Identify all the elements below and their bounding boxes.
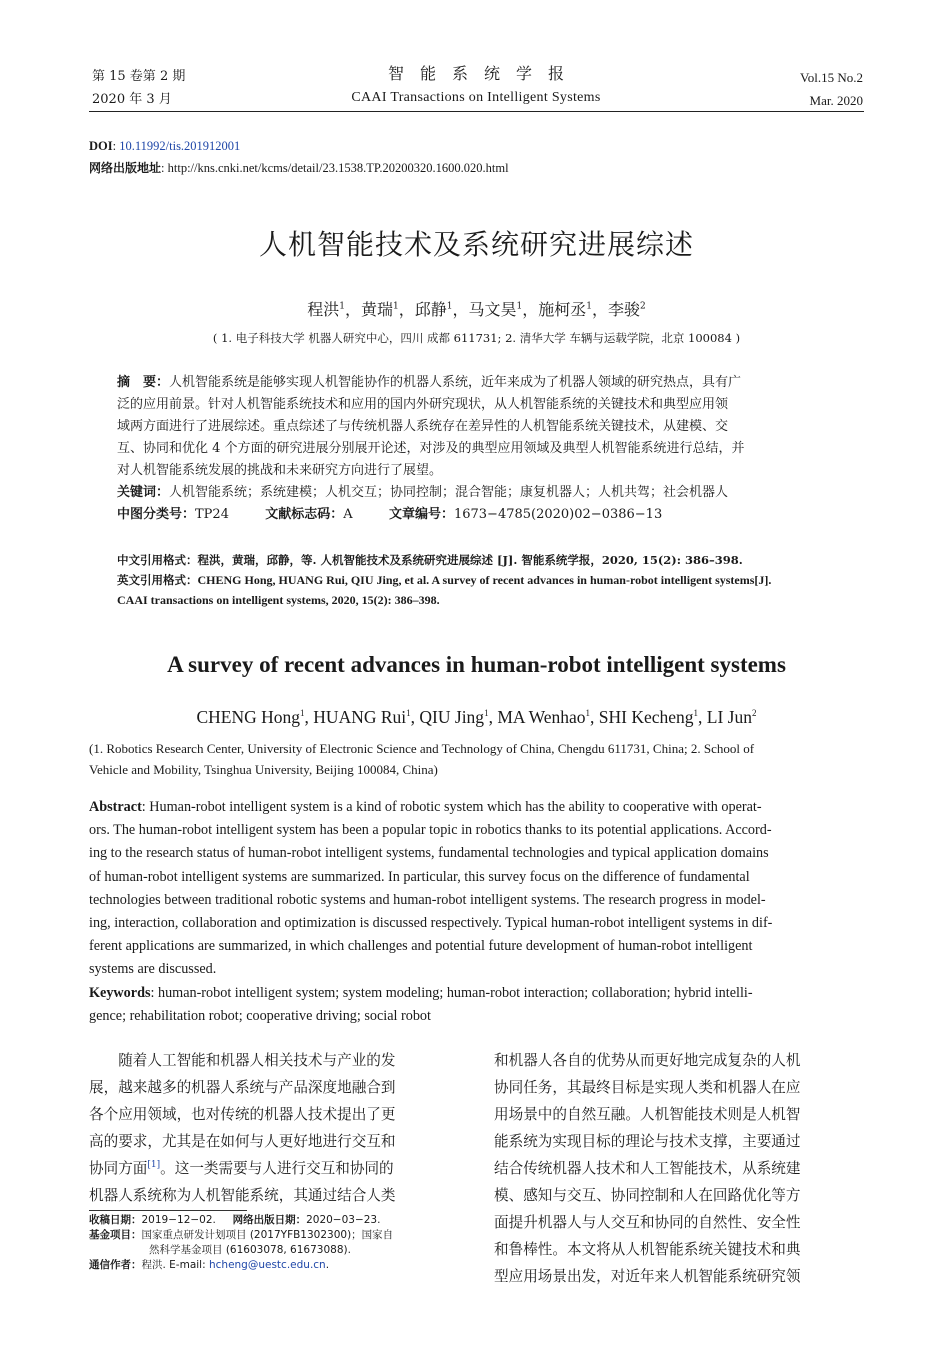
header-volume-cn: 第 15 卷第 2 期 — [92, 69, 186, 84]
abstract-en-line: ors. The human-robot intelligent system has been a popular topic in robotics thanks to its potential applications. Accord- — [89, 822, 772, 839]
author-name: 程洪 — [307, 300, 340, 319]
author-affil-sup: 1 — [484, 708, 489, 719]
cite-en-line2: CAAI transactions on intelligent systems, 2020, 15(2): 386–398. — [117, 593, 440, 607]
body-line: 和鲁棒性。本文将从人机智能系统关键技术和典 — [494, 1241, 801, 1258]
corresponding-label: 通信作者： — [89, 1259, 142, 1271]
title-en: A survey of recent advances in human-robot intelligent systems — [167, 652, 786, 677]
doi-label: DOI — [89, 139, 113, 153]
author-name: QIU Jing — [419, 707, 485, 727]
keywords-en-label: Keywords — [89, 984, 151, 1001]
author-name: HUANG Rui — [313, 707, 407, 727]
body-line: 协同方面 — [89, 1160, 148, 1177]
abstract-en-line: : Human-robot intelligent system is a kind of robotic system which has the ability to cooperative with operat- — [141, 799, 762, 815]
body-line: 能系统为实现目标的理论与技术支撑，主要通过 — [494, 1133, 801, 1150]
affiliation-en-line: (1. Robotics Research Center, University of Electronic Science and Technology of China, Chengdu 611731, China; 2. School of — [89, 741, 755, 756]
citation-block — [117, 550, 857, 610]
abstract-cn — [117, 372, 837, 526]
abstract-en-label: Abstract — [89, 799, 142, 815]
author-affil-sup: 1 — [300, 708, 305, 719]
author-affil-sup: 2 — [751, 708, 757, 719]
author-affil-sup: 1 — [339, 301, 345, 312]
body-line: 型应用场景出发，对近年来人机智能系统研究领 — [494, 1268, 801, 1285]
body-line: 。这一类需要与人进行交互和协同的 — [160, 1160, 394, 1177]
body-line: 协同任务，其最终目标是实现人类和机器人在应 — [494, 1079, 801, 1096]
affiliation-cn: ( 1. 电子科技大学 机器人研究中心，四川 成都 611731; 2. 清华大学 车辆与运载学院，北京 100084 ) — [212, 331, 741, 345]
author-affil-sup: 2 — [640, 301, 646, 312]
abstract-cn-line: 人机智能系统是能够实现人机智能协作的机器人系统，近年来成为了机器人领域的研究热点，具有广 — [169, 375, 742, 390]
author-name: 李骏 — [608, 300, 641, 319]
online-date-value: 2020−03−23. — [306, 1214, 381, 1226]
author-name: 黄瑞 — [360, 300, 393, 319]
doc-code-label: 文献标志码： — [265, 507, 344, 522]
author-affil-sup: 1 — [392, 301, 399, 312]
header-date-en: Mar. 2020 — [809, 93, 863, 108]
abstract-en-line: of human-robot intelligent systems are summarized. In particular, this survey focus on the difference of fundamental — [89, 868, 750, 885]
body-line: 模、感知与交互、协同控制和人在回路优化等方 — [494, 1187, 801, 1204]
author-affil-sup: 1 — [585, 708, 591, 719]
online-link[interactable]: http://kns.cnki.net/kcms/detail/23.1538.TP.20200320.1600.020.html — [167, 161, 509, 175]
cite-en-label: 英文引用格式： — [117, 573, 198, 587]
keywords-en-line: : human-robot intelligent system; system modeling; human-robot interaction; collaboration; hybrid intelli- — [150, 984, 753, 1001]
body-right-column — [494, 1047, 866, 1290]
header-date-cn: 2020 年 3 月 — [92, 92, 172, 107]
abstract-cn-line: 域两方面进行了进展综述。重点综述了与传统机器人系统存在差异性的人机智能系统关键技术，从建模、交 — [117, 419, 729, 434]
fund-line: 国家重点研发计划项目 (2017YFB1302300)；国家自 — [141, 1229, 394, 1241]
corresponding-end: . — [325, 1259, 330, 1271]
abstract-en-line: ing to the research status of human-robot intelligent systems, fundamental technologies and typical application domains — [89, 845, 769, 862]
online-line: 网络出版地址: http://kns.cnki.net/kcms/detail/23.1538.TP.20200320.1600.020.html — [89, 161, 509, 175]
online-label: 网络出版地址 — [89, 161, 162, 175]
abstract-cn-line: 对人机智能系统发展的挑战和未来研究方向进行了展望。 — [117, 463, 443, 478]
header-volume-en: Vol.15 No.2 — [800, 70, 863, 85]
keywords-cn-value: 人机智能系统；系统建模；人机交互；协同控制；混合智能；康复机器人；人机共驾；社会机器人 — [169, 485, 729, 500]
received-label: 收稿日期： — [89, 1214, 142, 1226]
author-name: CHENG Hong — [196, 707, 301, 727]
abstract-en-line: technologies between traditional robotic systems and human-robot intelligent systems. The research progress in model- — [89, 891, 766, 908]
keywords-en-line: gence; rehabilitation robot; cooperative driving; social robot — [89, 1007, 431, 1024]
clc-value: TP24 — [195, 507, 229, 522]
article-no-label: 文章编号： — [388, 507, 454, 522]
cite-cn-value: 程洪，黄瑞，邱静，等. 人机智能技术及系统研究进展综述 [J]. 智能系统学报，2020, 15(2): 386–398. — [197, 553, 743, 567]
body-line: 面提升机器人与人交互和协同的自然性、安全性 — [494, 1214, 801, 1231]
author-name: 邱静 — [414, 300, 447, 319]
online-date-label: 网络出版日期： — [232, 1214, 307, 1226]
body-left-column — [89, 1047, 464, 1209]
doi-link[interactable]: 10.11992/tis.201912001 — [119, 139, 241, 153]
header-journal-en: CAAI Transactions on Intelligent Systems — [351, 90, 601, 105]
fund-line: 然科学基金项目 (61603078, 61673088). — [149, 1244, 351, 1256]
author-affil-sup: 1 — [446, 301, 453, 312]
body-line: 用场景中的自然互融。人机智能技术则是人机智 — [494, 1106, 801, 1123]
cite-en-line1: CHENG Hong, HUANG Rui, QIU Jing, et al. A survey of recent advances in human-robot intelligent systems[J]. — [197, 573, 772, 587]
doc-code-value: A — [343, 507, 353, 522]
author-name: MA Wenhao — [497, 707, 586, 727]
author-affil-sup: 1 — [516, 301, 523, 312]
author-affil-sup: 1 — [406, 708, 411, 719]
author-name: 施柯丞 — [538, 300, 587, 319]
authors-cn: 程洪$^1$，黄瑞$^1$，邱静$^1$，马文昊$^1$，施柯丞$^1$，李骏$^2$ — [307, 300, 646, 319]
body-line: 随着人工智能和机器人相关技术与产业的发 — [89, 1052, 396, 1069]
corresponding-name: 程洪. E-mail: — [141, 1259, 209, 1271]
footnote-rule — [89, 1210, 247, 1211]
citation-ref-link[interactable]: [1] — [147, 1160, 161, 1171]
cite-cn-label: 中文引用格式： — [117, 553, 198, 567]
title-cn: 人机智能技术及系统研究进展综述 — [258, 228, 694, 261]
body-line: 机器人系统称为人机智能系统，其通过结合人类 — [89, 1187, 396, 1204]
author-affil-sup: 1 — [586, 301, 593, 312]
abstract-cn-line: 互、协同和优化 4 个方面的研究进展分别展开论述，对涉及的典型应用领域及典型人机智能系统进行总结，并 — [117, 441, 745, 456]
affiliation-en-line: Vehicle and Mobility, Tsinghua University, Beijing 100084, China) — [89, 762, 438, 777]
keywords-cn-label: 关键词： — [117, 485, 170, 500]
body-line: 高的要求，尤其是在如何与人更好地进行交互和 — [89, 1133, 396, 1150]
abstract-en-line: ing, interaction, collaboration and optimization is discussed respectively. Typical human-robot intelligent systems in dif- — [89, 915, 773, 932]
footnotes — [89, 1213, 469, 1273]
abstract-en-line: ferent applications are summarized, in which challenges and potential future development of human-robot intelligent — [89, 938, 753, 955]
abstract-cn-label: 摘 要： — [117, 375, 170, 390]
abstract-en-line: systems are discussed. — [89, 961, 217, 978]
abstract-en — [89, 796, 864, 1028]
fund-label: 基金项目： — [89, 1229, 142, 1241]
header-journal-cn: 智 能 系 统 学 报 — [387, 64, 564, 83]
affiliation-en — [89, 738, 864, 780]
body-line: 各个应用领域，也对传统的机器人技术提出了更 — [89, 1106, 396, 1123]
body-line: 结合传统机器人技术和人工智能技术，从系统建 — [494, 1160, 801, 1177]
author-affil-sup: 1 — [693, 708, 699, 719]
doi-line: DOI: 10.11992/tis.201912001 — [89, 139, 241, 153]
authors-en: CHENG Hong$^1$, HUANG Rui$^1$, QIU Jing$^1$, MA Wenhao$^1$, SHI Kecheng$^1$, LI Jun$^2$ — [196, 707, 757, 727]
body-line: 展，越来越多的机器人系统与产品深度地融合到 — [89, 1079, 396, 1096]
author-name: LI Jun — [706, 707, 752, 727]
header-rule — [89, 111, 864, 112]
author-name: SHI Kecheng — [598, 707, 694, 727]
article-no-value: 1673−4785(2020)02−0386−13 — [453, 507, 663, 522]
body-line: 和机器人各自的优势从而更好地完成复杂的人机 — [494, 1052, 801, 1069]
received-value: 2019−12−02. — [141, 1214, 216, 1226]
author-name: 马文昊 — [468, 300, 517, 319]
abstract-cn-line: 泛的应用前景。针对人机智能系统技术和应用的国内外研究现状，从人机智能系统的关键技术和典型应用领 — [117, 397, 729, 412]
corresponding-email-link[interactable]: hcheng@uestc.edu.cn — [208, 1259, 326, 1271]
clc-label: 中图分类号： — [117, 507, 196, 522]
